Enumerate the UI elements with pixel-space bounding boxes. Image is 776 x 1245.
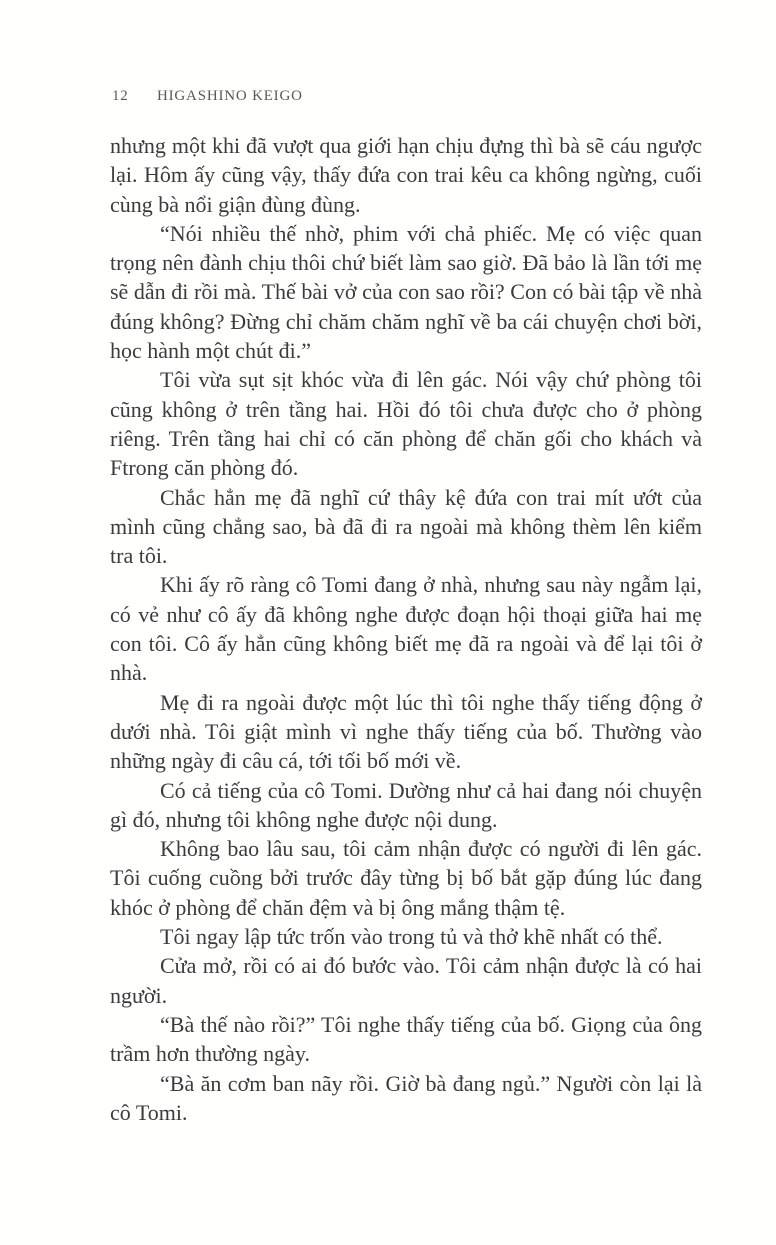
paragraph: Tôi vừa sụt sịt khóc vừa đi lên gác. Nói vậy chứ phòng tôi cũng không ở trên tầng hai. Hồi đó tôi chưa được cho ở phòng riêng. Trên tầng hai chỉ có căn phòng để chăn gối cho khách và Ftrong căn phòng đó. [110,367,702,481]
paragraph: Không bao lâu sau, tôi cảm nhận được có người đi lên gác. Tôi cuống cuồng bởi trước đây từng bị bố bắt gặp đúng lúc đang khóc ở phòng để chăn đệm và bị ông mắng thậm tệ. [110,836,702,920]
paragraph: “Bà thế nào rồi?” Tôi nghe thấy tiếng của bố. Giọng của ông trầm hơn thường ngày. [110,1011,702,1067]
paragraph: “Nói nhiều thế nhờ, phim với chả phiếc. Mẹ có việc quan trọng nên đành chịu thôi chứ biết làm sao giờ. Đã bảo là lần tới mẹ sẽ dẫn đi rồi mà. Thế bài vở của con sao rồi? Con có bài tập về nhà đúng không? Đừng chỉ chăm chăm nghĩ về ba cái chuyện chơi bời, học hành một chút đi.” [110,220,702,364]
paragraph: Cửa mở, rồi có ai đó bước vào. Tôi cảm nhận được là có hai người. [110,953,702,1008]
paragraph: Chắc hẳn mẹ đã nghĩ cứ thây kệ đứa con trai mít ướt của mình cũng chẳng sao, bà đã đi ra ngoài mà không thèm lên kiểm tra tôi. [110,484,702,569]
page-number: 12 [112,88,129,104]
running-title: HIGASHINO KEIGO [157,88,303,104]
paragraph: “Bà ăn cơm ban nãy rồi. Giờ bà đang ngủ.” Người còn lại là cô Tomi. [110,1070,702,1125]
paragraph: Tôi ngay lập tức trốn vào trong tủ và thở khẽ nhất có thể. [160,924,663,950]
paragraph: nhưng một khi đã vượt qua giới hạn chịu đựng thì bà sẽ cáu ngược lại. Hôm ấy cũng vậy, thấy đứa con trai kêu ca không ngừng, cuối cùng bà nổi giận đùng đùng. [110,133,702,217]
running-header [112,88,303,105]
paragraph: Mẹ đi ra ngoài được một lúc thì tôi nghe thấy tiếng động ở dưới nhà. Tôi giật mình vì nghe thấy tiếng của bố. Thường vào những ngày đi câu cá, tới tối bố mới về. [110,689,702,774]
paragraph: Khi ấy rõ ràng cô Tomi đang ở nhà, nhưng sau này ngẫm lại, có vẻ như cô ấy đã không nghe được đoạn hội thoại giữa hai mẹ con tôi. Cô ấy hẳn cũng không biết mẹ đã ra ngoài và để lại tôi ở nhà. [110,572,702,686]
paragraph: Có cả tiếng của cô Tomi. Dường như cả hai đang nói chuyện gì đó, nhưng tôi không nghe được nội dung. [110,777,702,832]
body-text-block [110,131,702,1127]
